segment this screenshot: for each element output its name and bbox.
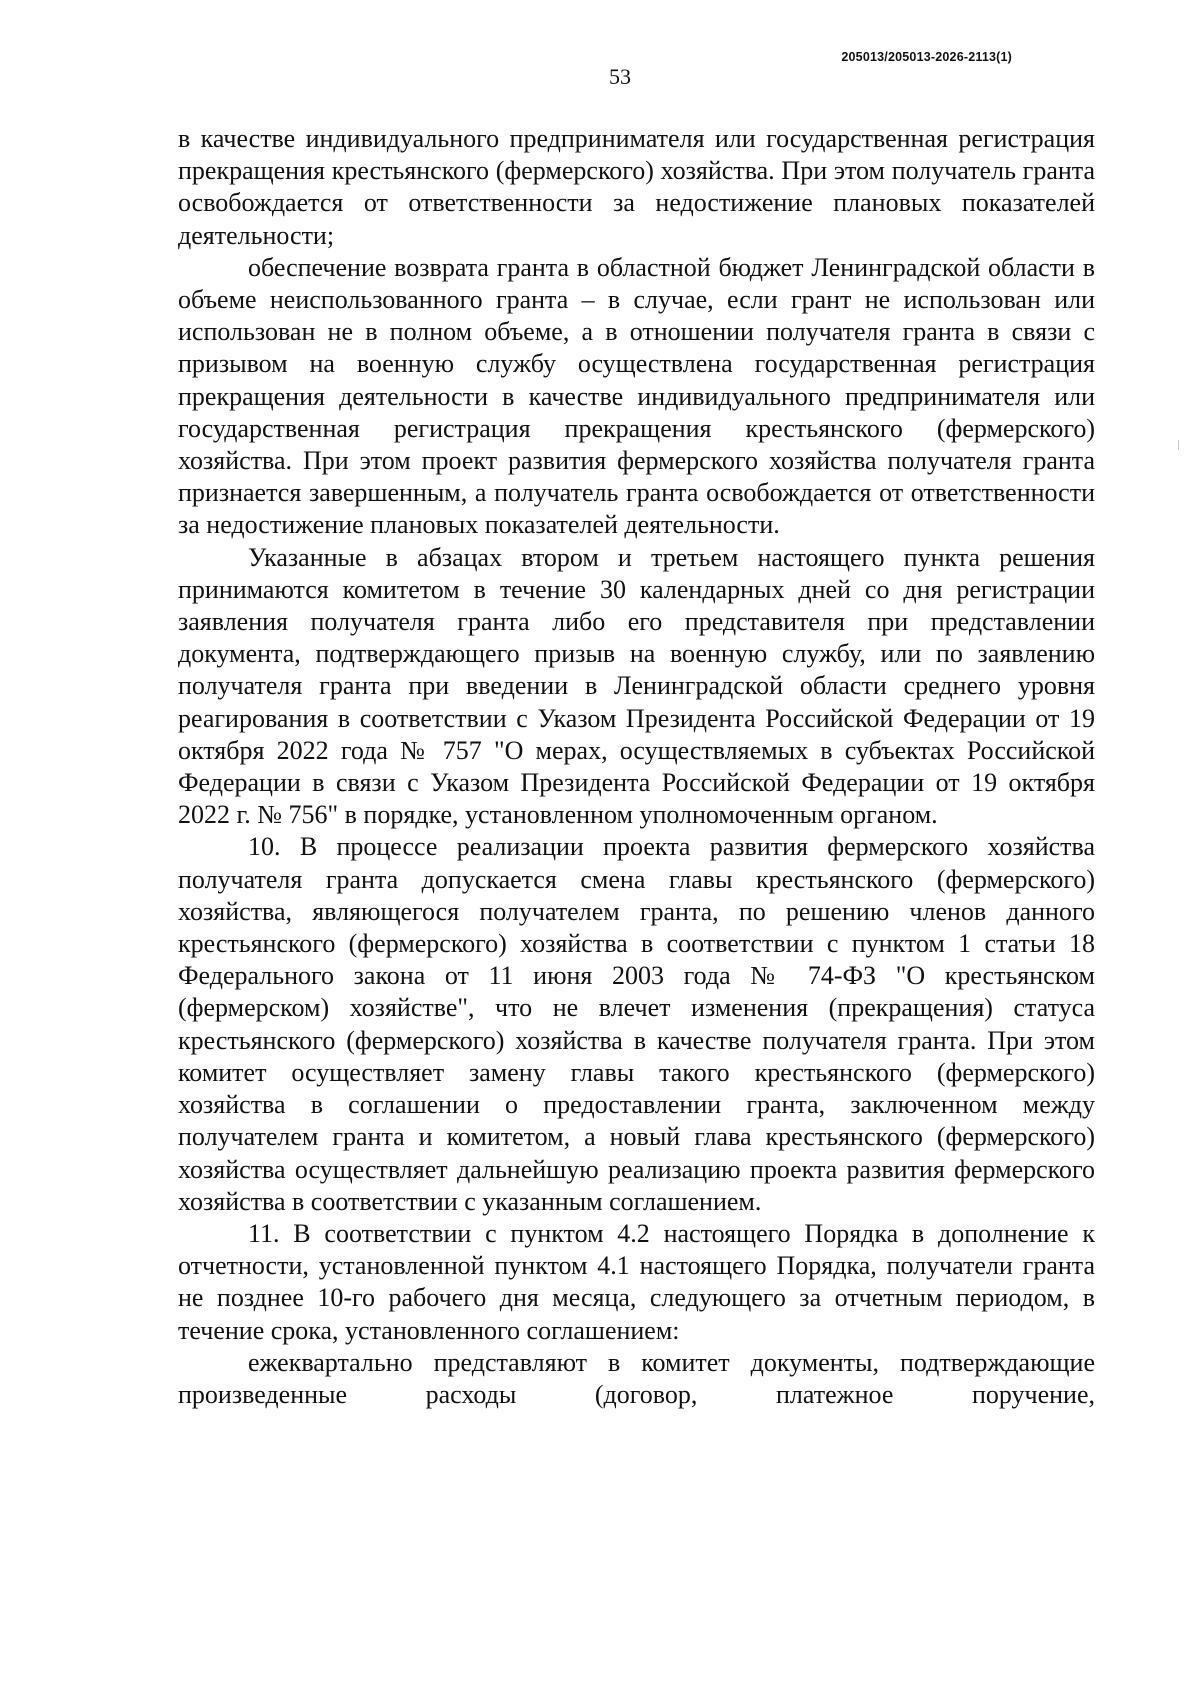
document-id: 205013/205013-2026-2113(1): [841, 50, 1012, 64]
paragraph-continuation: в качестве индивидуального предпринимателя или государственная регистрация прекращения крестьянского (фермерского) хозяйства. При этом получатель гранта освобождается от ответственности за недостижение плановых показателей деятельности;: [178, 124, 1095, 250]
page-number: 53: [609, 64, 631, 89]
paragraph-decisions: Указанные в абзацах втором и третьем настоящего пункта решения принимаются комитетом в течение 30 календарных дней со дня регистрации заявления получателя гранта либо его представителя при представлении документа, подтверждающего призыв на военную службу, или по заявлению получателя гранта при введении в Ленинградской области среднего уровня реагирования в соответствии с Указом Президента Российской Федерации от 19 октября 2022 года № 757 "О мерах, осуществляемых в субъектах Российской Федерации в связи с Указом Президента Российской Федерации от 19 октября 2022 г. № 756" в порядке, установленном уполномоченным органом.: [178, 542, 1095, 830]
paragraph-item-11: 11. В соответствии с пунктом 4.2 настоящего Порядка в дополнение к отчетности, установленной пунктом 4.1 настоящего Порядка, получатели гранта не позднее 10-го рабочего дня месяца, следующего за отчетным периодом, в течение срока, установленного соглашением:: [178, 1218, 1095, 1345]
paragraph-grant-return: обеспечение возврата гранта в областной бюджет Ленинградской области в объеме неиспользованного гранта – в случае, если грант не использован или использован не в полном объеме, а в отношении получателя гранта в связи с призывом на военную службу осуществлена государственная регистрация прекращения деятельности в качестве индивидуального предпринимателя или государственная регистрация прекращения крестьянского (фермерского) хозяйства. При этом проект развития фермерского хозяйства получателя гранта признается завершенным, а получатель гранта освобождается от ответственности за недостижение плановых показателей деятельности.: [178, 252, 1095, 540]
paragraph-quarterly: ежеквартально представляют в комитет документы, подтверждающие произведенные расходы (договор, платежное поручение,: [178, 1347, 1095, 1409]
document-body: [178, 123, 1095, 1411]
scan-margin-mark: [1178, 440, 1179, 450]
paragraph-item-10: 10. В процессе реализации проекта развития фермерского хозяйства получателя гранта допускается смена главы крестьянского (фермерского) хозяйства, являющегося получателем гранта, по решению членов данного крестьянского (фермерского) хозяйства в соответствии с пунктом 1 статьи 18 Федерального закона от 11 июня 2003 года № 74-ФЗ "О крестьянском (фермерском) хозяйстве", что не влечет изменения (прекращения) статуса крестьянского (фермерского) хозяйства в качестве получателя гранта. При этом комитет осуществляет замену главы такого крестьянского (фермерского) хозяйства в соглашении о предоставлении гранта, заключенном между получателем гранта и комитетом, а новый глава крестьянского (фермерского) хозяйства осуществляет дальнейшую реализацию проекта развития фермерского хозяйства в соответствии с указанным соглашением.: [178, 832, 1095, 1216]
